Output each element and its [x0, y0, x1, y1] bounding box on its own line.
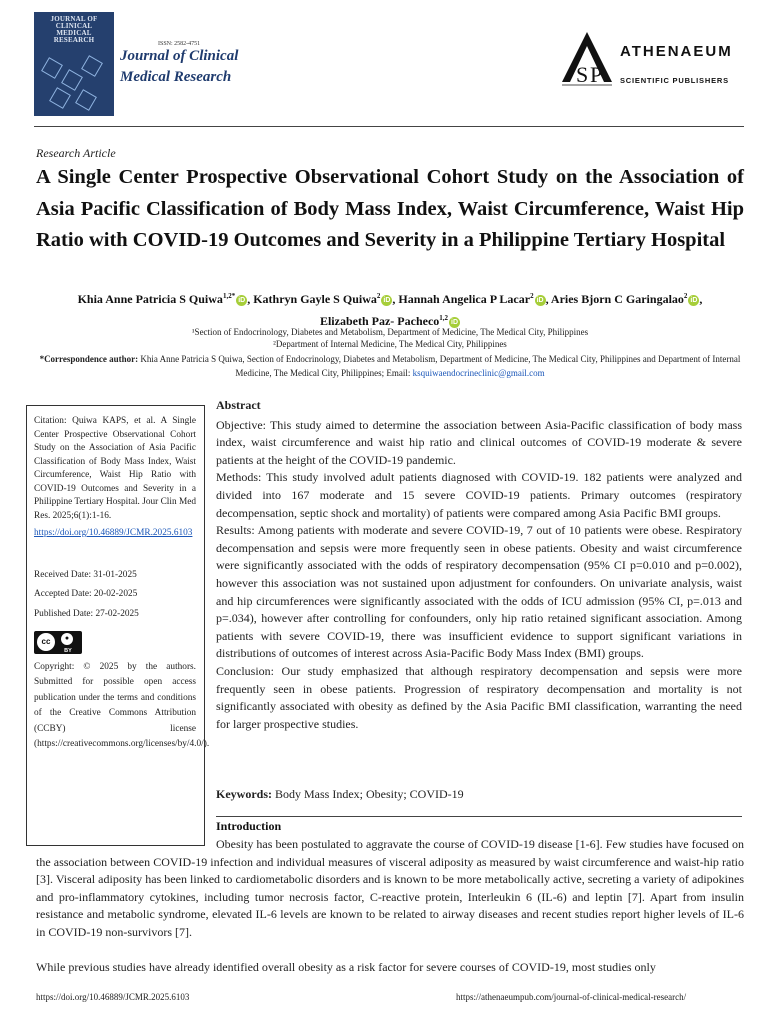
- orcid-icon[interactable]: iD: [238, 297, 246, 304]
- abstract-heading: Abstract: [216, 398, 261, 412]
- journal-name-line1: Journal of Clinical: [120, 48, 239, 64]
- header-divider: [34, 126, 744, 127]
- affiliations: [36, 326, 744, 350]
- orcid-icon[interactable]: iD: [536, 297, 544, 304]
- article-title: A Single Center Prospective Observational Cohort Study on the Association of Asia Pacific Classification of Body Mass Index, Waist Circumference, Waist Hip Ratio with COVID-19 Outcomes and Severity in a Philippine Tertiary Hospital: [36, 166, 744, 251]
- issn: ISSN: 2582-4751: [158, 41, 201, 47]
- citation-text: Citation: Quiwa KAPS, et al. A Single Center Prospective Observational Cohort Study on the Association of Asia Pacific Classification of Body Mass Index, Waist Circumference, Waist Hip Ratio with COVID-19 Outcomes and Severity in a Philippine Tertiary Hospital. Jour Clin Med Res. 2025;6(1):1-16.: [34, 416, 196, 521]
- svg-text:S: S: [576, 62, 589, 87]
- affiliation: ²Department of Internal Medicine, The Medical City, Philippines: [273, 339, 507, 349]
- received-date: Received Date: 31-01-2025: [34, 569, 137, 580]
- correspondence: [36, 353, 744, 380]
- published-date: Published Date: 27-02-2025: [34, 608, 139, 619]
- author: Elizabeth Paz- Pacheco$^{1,2}$: [319, 314, 449, 328]
- author: Hannah Angelica P Lacar$^2$: [398, 292, 534, 306]
- footer-doi-link[interactable]: https://doi.org/10.46889/JCMR.2025.6103: [36, 992, 190, 1002]
- author-list: Khia Anne Patricia S Quiwa$^{1,2*}$iD , Kathryn Gayle S Quiwa$^2$iD , Hannah Angelica P Lacar$^2$iD , Aries Bjorn C Garingalao$^2$iD , Elizabeth Paz- Pacheco$^{1,2}$iD: [77, 292, 703, 328]
- author: Aries Bjorn C Garingalao$^2$: [550, 292, 688, 306]
- hexagon-decoration: [61, 69, 83, 91]
- correspondence-email-link[interactable]: ksquiwaendocrineclinic@gmail.com: [412, 367, 545, 378]
- publisher-name: ATHENAEUM: [620, 43, 733, 60]
- introduction-body: [36, 836, 744, 976]
- introduction-heading: Introduction: [216, 819, 282, 833]
- orcid-icon[interactable]: iD: [383, 297, 391, 304]
- abstract-conclusion: Conclusion: Our study emphasized that although respiratory decompensation and sepsis were more frequently seen in obese patients. Progression of respiratory decompensation and mortality is not significantly associated with obesity as defined by the Asia Pacific BMI classification, warranting the need for larger prospective studies.: [216, 663, 742, 731]
- correspondence-label: *Correspondence author:: [39, 354, 139, 364]
- cc-by-license-icon[interactable]: [34, 631, 82, 654]
- by-label: BY: [64, 648, 72, 654]
- copyright-text: Copyright: © 2025 by the authors. Submitted for possible open access publication under the terms and conditions of the Creative Commons Attribution (CCBY) license (https://creativecommons.org/licenses/by/4.0/).: [34, 662, 210, 750]
- cc-icon: cc: [37, 633, 55, 651]
- introduction-paragraph: Obesity has been postulated to aggravate the course of COVID-19 disease [1-6]. Few studies have focused on the association between COVID-19 infection and individual measures of visceral adiposity as measured by waist circumference and waist-hip ratio [3]. Visceral adiposity has been linked to cardiometabolic disorders and is known to be more metabolically active, secreting a variety of adipokines and pro-inflammatory cytokines, including tumor necrosis factor, C-reactive protein, Interleukin 6 (IL-6) and leptin [7]. Apart from insulin resistance and metabolic syndrome, elevated IL-6 levels are known to be related to airway diseases and recent studies report higher levels of IL-6 in COVID-19 non-survivors [7].: [36, 837, 744, 939]
- hexagon-decoration: [75, 89, 97, 111]
- attribution-person-icon: ●: [61, 633, 73, 645]
- section-divider: [216, 816, 742, 817]
- dates-block: [34, 569, 196, 622]
- orcid-icon[interactable]: iD: [690, 297, 698, 304]
- orcid-icon[interactable]: iD: [451, 319, 459, 326]
- keywords: [216, 786, 742, 803]
- correspondence-text: Khia Anne Patricia S Quiwa, Section of Endocrinology, Diabetes and Metabolism, Department of Medicine, The Medical City, Philippines and Department of Internal Medicine, The Medical City, Philippines; Email:: [138, 354, 741, 378]
- citation-sidebar: [26, 405, 210, 846]
- accepted-date: Accepted Date: 20-02-2025: [34, 589, 138, 599]
- affiliation: ¹Section of Endocrinology, Diabetes and Metabolism, Department of Medicine, The Medical City, Philippines: [191, 327, 589, 337]
- introduction-paragraph: While previous studies have already identified overall obesity as a risk factor for severe courses of COVID-19, most studies only: [36, 959, 656, 974]
- footer-journal-link[interactable]: https://athenaeumpub.com/journal-of-clinical-medical-research/: [456, 992, 687, 1002]
- journal-name-line2: Medical Research: [120, 69, 232, 85]
- abstract-objective: Objective: This study aimed to determine the association between Asia-Pacific classification of body mass index, waist circumference and waist hip ratio and clinical outcomes of COVID-19 moderate & severe patients at the height of the COVID-19 pandemic.: [216, 417, 742, 467]
- journal-name: [120, 46, 238, 88]
- article-type: Research Article: [36, 146, 116, 160]
- author: Kathryn Gayle S Quiwa$^2$: [253, 292, 381, 306]
- svg-text:P: P: [590, 62, 603, 87]
- doi-link[interactable]: https://doi.org/10.46889/JCMR.2025.6103: [34, 528, 193, 538]
- keywords-text: Body Mass Index; Obesity; COVID-19: [272, 787, 464, 801]
- abstract-methods: Methods: This study involved adult patients diagnosed with COVID-19. 182 patients were analyzed and divided into 167 moderate and 15 severe COVID-19 patients. Primary outcomes (respiratory decompensation, septic shock and mortality) of patients were compared among Asia Pacific BMI groups.: [216, 470, 742, 520]
- abstract-results: Results: Among patients with moderate and severe COVID-19, 7 out of 10 patients were obese. Respiratory decompensation and sepsis were more frequently seen in obese patients. Obesity and waist circumference were significantly associated with the odds of respiratory decompensation (95% CI p=0.010 and p=0.002), however this association was not sustained upon adjustment for confounders. On univariate analysis, waist and hip circumferences were significantly associated with the odds of ICU admission (95% CI, p=.013 and p=.034), however after controlling for confounders, only hip ratio retained significant association. Among patients with severe COVID-19, there was insufficient evidence to support significant variations in distributions of outcomes of interest across Asia-Pacific Body Mass Index (BMI) groups.: [216, 523, 742, 661]
- keywords-label: Keywords:: [216, 787, 272, 801]
- publisher-subtitle: SCIENTIFIC PUBLISHERS: [620, 76, 729, 85]
- author: Khia Anne Patricia S Quiwa$^{1,2*}$: [77, 292, 236, 306]
- abstract: [216, 397, 742, 733]
- hexagon-decoration: [81, 55, 103, 77]
- cover-title: JOURNAL OF CLINICAL MEDICAL RESEARCH: [50, 15, 98, 44]
- hexagon-decoration: [41, 57, 63, 79]
- athenaeum-sp-logo-icon: [556, 30, 618, 88]
- hexagon-decoration: [49, 87, 71, 109]
- journal-cover-image: [34, 12, 114, 116]
